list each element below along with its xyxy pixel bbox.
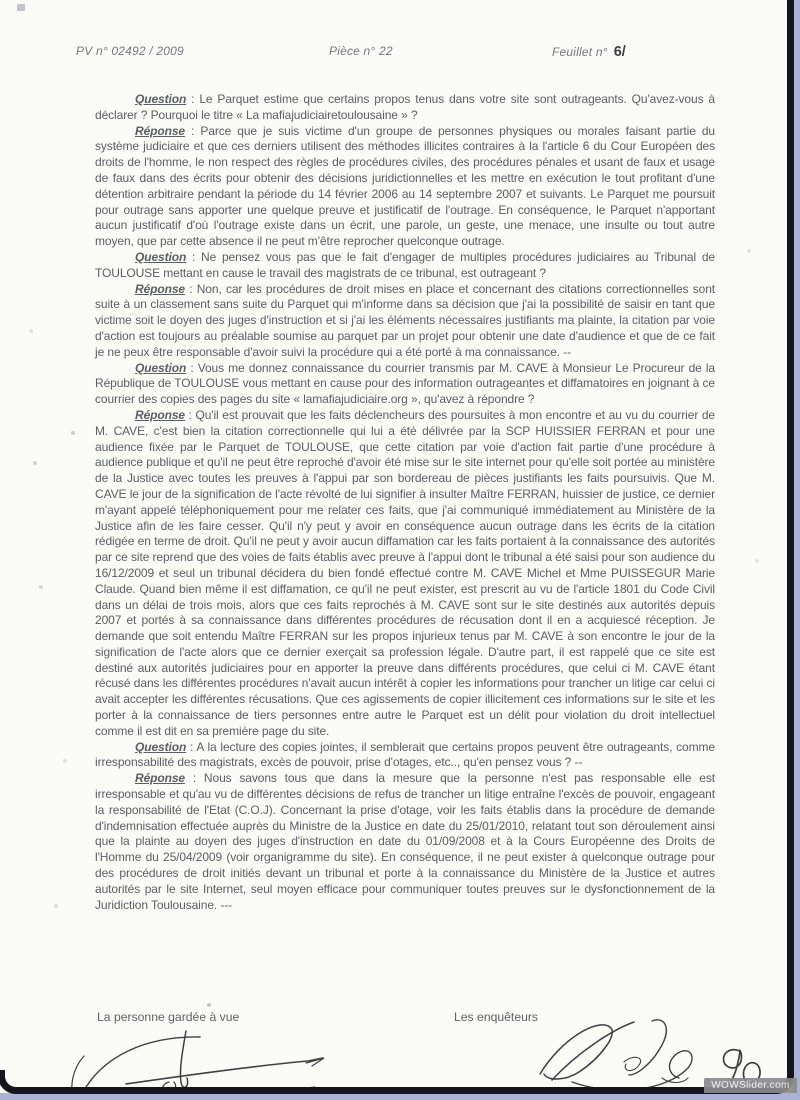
feuillet-label: Feuillet n° <box>552 45 608 59</box>
response-text: : Parce que je suis victime d'un groupe de personnes physiques ou morales faisant partie du système judiciaire et que ces derniers utilisent des méthodes illicites contraires à la l'article 6 du Cour Européen des droits de l'homme, le non respect des règles de procédures civiles, des procédures pénales et usant de faux et usage de faux dans des écrits pour obtenir des décisions juridictionnelles et les mettre en exécution le tout profitant d'une détention arbitraire pendant la période du 14 février 2006 au 14 septembre 2007 et suivants. Le Parquet me poursuit pour outrage sans apporter une quelque preuve et justificatif de l'outrage. En conséquence, le Parquet n'apportant aucun justificatif d'où l'outrage existe dans un écrit, une parole, un geste, une menace, une insulte ou tout autre moyen, que par cette absence il ne peut m'être reprocher quelconque outrage. <box>95 123 715 249</box>
question-label: Question <box>135 739 187 754</box>
frame-left-cover <box>0 0 6 1070</box>
response-label: Réponse <box>135 123 185 138</box>
detainee-caption: La personne gardée à vue <box>97 1010 240 1024</box>
investigators-caption: Les enquêteurs <box>454 1010 539 1024</box>
wowslider-watermark-link[interactable]: WOWSlider.com <box>704 1078 797 1093</box>
piece-number: Pièce n° 22 <box>329 44 393 58</box>
question-text: : A la lecture des copies jointes, il semblerait que certains propos peuvent être outrageants, comme irresponsabilité des magistrats, excès de pouvoir, prise d'otages, etc.., qu'en pensez vous ? -- <box>95 739 715 770</box>
pv-number: PV n° 02492 / 2009 <box>76 44 184 58</box>
question-text: : Le Parquet estime que certains propos tenus dans votre site sont outrageants. Qu'avez-vous à déclarer ? Pourquoi le titre « La mafiajudiciairetoulousaine » ? <box>95 92 715 122</box>
response-label: Réponse <box>135 407 185 422</box>
response-label: Réponse <box>135 771 185 786</box>
frame-outer-edge-right <box>793 0 800 1100</box>
response-label: Réponse <box>135 281 185 296</box>
response-text: : Nous savons tous que dans la mesure que la personne n'est pas responsable elle est irresponsable et qu'au vu de différentes décisions de refus de trancher un litige entraîne l'excès de pouvoir, engageant la responsabilité de l'Etat (C.O.J). Concernant la prise d'otage, voir les faits établis dans la procédure de demande d'indemnisation effectuée auprès du Ministre de la Justice en date du 25/01/2010, relatant tout son déroulement ainsi que la plainte au doyen des juges d'instruction en date du 01/09/2008 et à la Cours Européenne des Droits de l'Homme du 25/04/2009 (voir organigramme du site). En conséquence, il ne peut exister à quelconque outrage pour des procédures de droit initiés devant un tribunal et porte à la connaissance du Ministère de la Justice et autres autorités par le site Internet, seul moyen efficace pour communiquer toutes preuves sur le dysfonctionnement de la Juridiction Toulousaine. --- <box>95 771 715 912</box>
question-label: Question <box>135 92 187 106</box>
question-label: Question <box>135 249 187 264</box>
question-text: : Vous me donnez connaissance du courrier transmis par M. CAVE à Monsieur Le Procureur de la République de TOULOUSE vous mettant en cause pour des information outrageantes et diffamatoires en joignant à ce courrier des copies des pages du site « lamafiajudiciaire.org », qu'avez à répondre ? <box>95 360 715 407</box>
response-text: : Qu'il est prouvait que les faits déclencheurs des poursuites à mon encontre et au vu du courrier de M. CAVE, c'est bien la citation correctionnelle qui lui a été délivrée par la SCP HUISSIER FERRAN et pour une audience fixée par le Parquet de TOULOUSE, que cette citation par voie d'action fait partie d'une procédure à audience publique et qu'il ne peut être reproché d'avoir été mise sur le site internet pour qu'elle soit portée au ministère de la Justice avec toutes les preuves à l'appui par son bordereau de pièces justifiants les faits poursuivis. Que M. CAVE le jour de la signification de l'acte révolté de lui signifier à insulter Maître FERRAN, huissier de justice, ce dernier m'ayant appelé téléphoniquement pour me relater ces faits, que j'ai communiqué immédiatement au Ministère de la Justice afin de les faire cesser. Qu'il n'y peut y avoir en conséquence aucun outrage dans les écrits de la citation rédigée en terme de droit. Qu'il ne peut y avoir aucun diffamation car les faits portaient à la connaissance des autorités par ce site reprend que des voies de faits établis avec preuve à l'appui dont le tribunal a été saisi pour son audience du 16/12/2009 et seul un tribunal décidera du bien fondé effectué contre M. CAVE Michel et Mme PUISSEGUR Marie Claude. Quand bien même il est diffamation, ce qu'il ne peut exister, est prescrit au vu de l'article 1801 du Code Civil dans un délai de trois mois, alors que ces faits reprochés à M. CAVE sont sur le site destinés aux autorités depuis 2007 et portés à sa connaissance dans différentes procédures de récusation dont il en a acquiescé réception. Je demande que soit entendu Maître FERRAN sur les propos injurieux tenus par M. CAVE à son encontre le jour de la signification de l'acte alors que ce dernier exerçait sa profession légale. D'autre part, il est rappelé que ce site est destiné aux autorités judiciaires pour en apporter la preuve dans différents procédures, que celui ci M. CAVE étant récusé dans les différentes procédures n'avait aucun intérêt à copier les informations pour trancher un litige car celui ci avait accepter les différentes récusations. Que ces agissements de copier illicitement ces informations sur le site et les porter à la connaissance de tiers personnes entre autre le Parquet est un délit pour violation du droit intellectuel comme il est dit en sa première page du site. <box>95 407 715 738</box>
frame-outer-edge-bottom <box>0 1093 800 1100</box>
question-label: Question <box>135 360 187 375</box>
question-text: : Ne pensez vous pas que le fait d'engager de multiples procédures judiciaires au Tribunal de TOULOUSE mettant en cause le travail des magistrats de ce tribunal, est outrageant ? <box>95 249 715 280</box>
response-text: : Non, car les procédures de droit mises en place et concernant des citations correctionnelles sont suite à un classement sans suite du Parquet qui m'informe dans sa décision que j'ai la possibilité de saisir en tant que victime soit le doyen des juges d'instruction et si j'ai les éléments nécessaires justifiants ma plainte, la citation par voie d'action est toujours au préalable soumise au parquet par un projet pour obtenir une date d'audience et que de ce fait je ne peux être responsable d'avoir suivi la procédure qui a été porté à ma connaissance. -- <box>95 281 715 359</box>
feuillet-handwritten-number: 6/ <box>613 44 626 60</box>
